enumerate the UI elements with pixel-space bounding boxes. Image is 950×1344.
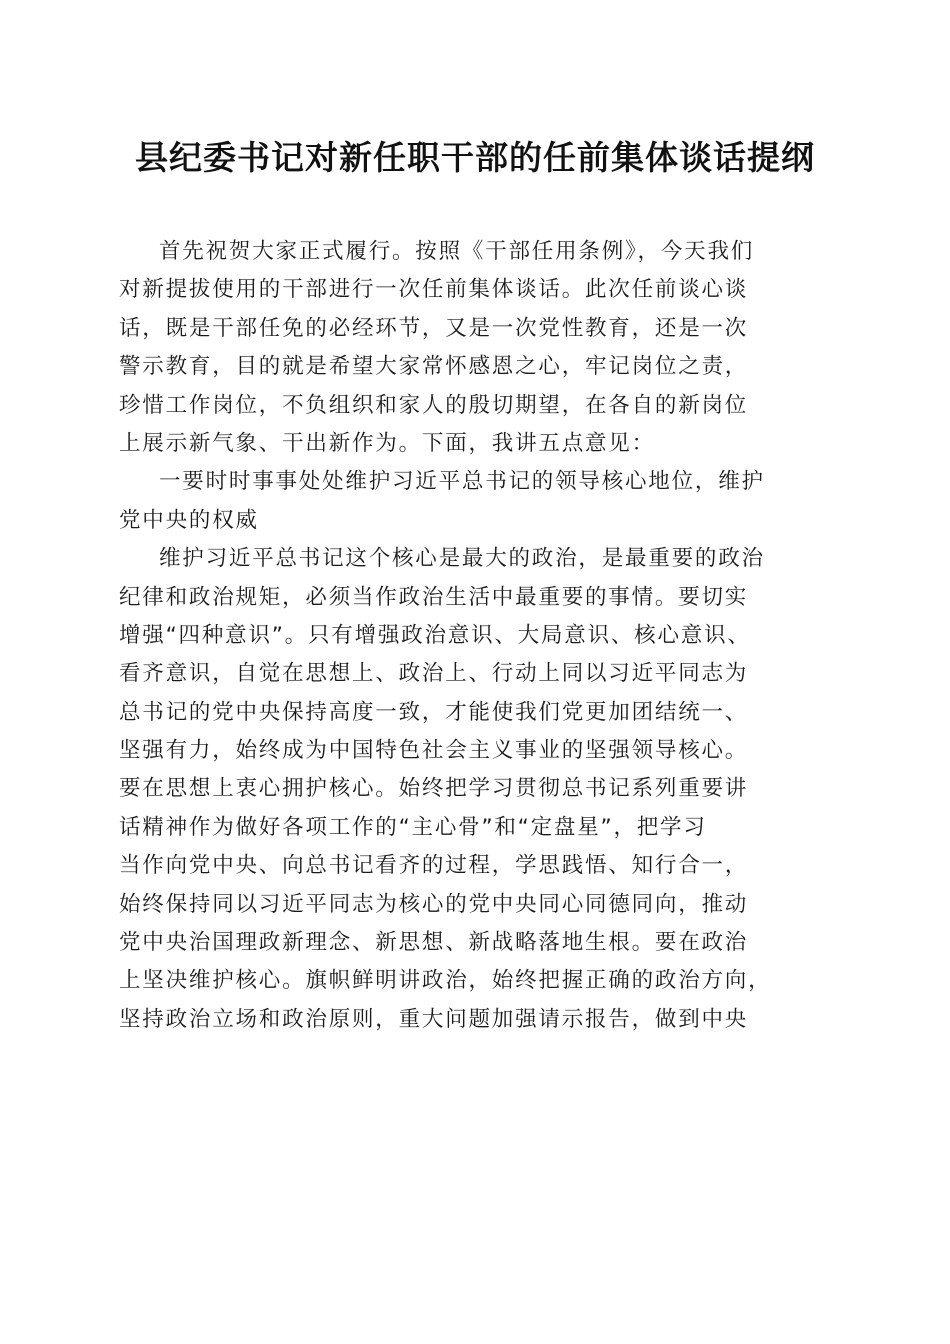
- paragraph-2-line-1: 维护习近平总书记这个核心是最大的政治，是最重要的政治: [159, 546, 765, 572]
- paragraph-2-line-5: 总书记的党中央保持高度一致，才能使我们党更加团结统一、: [119, 699, 749, 725]
- paragraph-2-line-6: 坚强有力，始终成为中国特色社会主义事业的坚强领导核心。: [119, 738, 749, 764]
- paragraph-2-line-11: 党中央治国理政新理念、新思想、新战略落地生根。要在政治: [119, 930, 749, 956]
- paragraph-2-line-7: 要在思想上衷心拥护核心。始终把学习贯彻总书记系列重要讲: [119, 776, 749, 802]
- paragraph-2-line-12: 上坚决维护核心。旗帜鲜明讲政治，始终把握正确的政治方向，: [119, 968, 772, 994]
- paragraph-1-line-3: 话，既是干部任免的必经环节，又是一次党性教育，还是一次: [119, 315, 749, 341]
- document-title: 县纪委书记对新任职干部的任前集体谈话提纲: [135, 138, 815, 177]
- section-heading-line-2: 党中央的权威: [119, 507, 259, 533]
- paragraph-1-line-2: 对新提拔使用的干部进行一次任前集体谈话。此次任前谈心谈: [119, 277, 749, 303]
- paragraph-2-line-9: 当作向党中央、向总书记看齐的过程，学思践悟、知行合一，: [119, 853, 749, 879]
- paragraph-2-line-8: 话精神作为做好各项工作的“主心骨”和“定盘星”，把学习: [119, 814, 707, 840]
- paragraph-1-line-1: 首先祝贺大家正式履行。按照《干部任用条例》，今天我们: [159, 239, 755, 264]
- paragraph-2-line-2: 纪律和政治规矩，必须当作政治生活中最重要的事情。要切实: [119, 584, 749, 610]
- paragraph-1-line-5: 珍惜工作岗位，不负组织和家人的殷切期望，在各自的新岗位: [119, 392, 749, 418]
- paragraph-2-line-3: 增强“四种意识”。只有增强政治意识、大局意识、核心意识、: [119, 622, 751, 648]
- paragraph-1-line-6: 上展示新气象、干出新作为。下面，我讲五点意见：: [119, 430, 655, 456]
- document-body: [119, 233, 839, 1039]
- paragraph-2-line-4: 看齐意识，自觉在思想上、政治上、行动上同以习近平同志为: [119, 661, 749, 687]
- paragraph-2-line-10: 始终保持同以习近平同志为核心的党中央同心同德同向，推动: [119, 891, 749, 917]
- paragraph-1-line-4: 警示教育，目的就是希望大家常怀感恩之心，牢记岗位之责，: [119, 354, 749, 380]
- paragraph-2-line-13: 坚持政治立场和政治原则，重大问题加强请示报告，做到中央: [119, 1006, 749, 1032]
- section-heading-line-1: 一要时时事事处处维护习近平总书记的领导核心地位，维护: [159, 469, 765, 495]
